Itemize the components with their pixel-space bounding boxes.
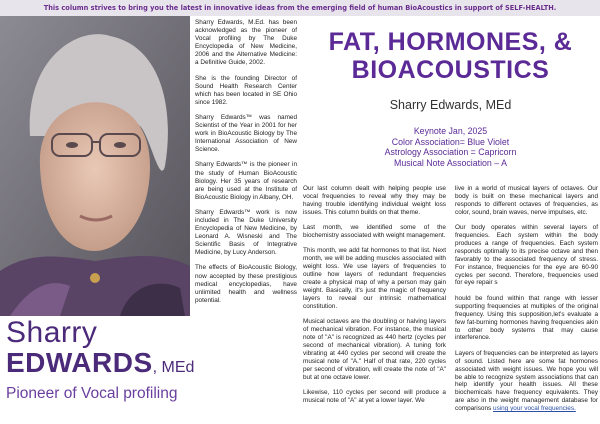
- author-credential: , MEd: [152, 359, 195, 376]
- article-column-left: [303, 185, 446, 421]
- meta-line: Color Association= Blue Violet: [391, 136, 510, 147]
- bio-paragraph: Sharry Edwards™ was named Scientist of the Year in 2001 for her work in BioAcoustic Biology by The International Association of New Science.: [195, 113, 297, 154]
- article-title: [303, 28, 598, 84]
- author-name-block: [6, 316, 195, 403]
- body-paragraph: Our last column dealt with helping people use vocal frequencies to reveal why they may be having trouble identifying individual weight loss issues. This column builds on that theme.: [303, 185, 446, 216]
- body-text: Layers of frequencies can be interpreted as layers of sound. Listed here are some fat hormones associated with weight issues. We hope you will be able to recognize system associations that can help identify your health issues. All these biochemicals have frequency equivalents. They are also in the weight management database for comparisons: [455, 349, 598, 413]
- article-column-right: [455, 185, 598, 421]
- body-paragraph-with-link: [455, 350, 598, 413]
- article-title-line: FAT, HORMONES, &: [328, 28, 573, 56]
- article-byline: Sharry Edwards, MEd: [389, 98, 512, 112]
- body-paragraph: Likewise, 110 cycles per second will produce a musical note of "A" at yet a lower layer. We: [303, 388, 446, 404]
- body-paragraph: Musical octaves are the doubling or halving layers of mechanical vibration. For instance, the musical note of "A" is recognized as 440 hertz (cycles per second of mechanical vibration). A tuning fork vibrating at 440 cycles per second will create the musical note of "A." Half of that rate, 220 cycles per second of vibration, will create the note of "A" but at one octave lower.: [303, 318, 446, 381]
- bio-paragraph: She is the founding Director of Sound Health Research Center which has been located in SE Ohio since 1982.: [195, 74, 297, 106]
- bio-paragraph: Sharry Edwards™ is the pioneer in the study of Human BioAcoustic Biology. Her 35 years of research are being used at the Institute of BioAcoustic Biology in Albany, OH.: [195, 161, 297, 201]
- bio-paragraph: The effects of BioAcoustic Biology, now accepted by these prestigious medical encyclopedias, have unlimited health and wellness potential.: [195, 264, 297, 304]
- header-banner: This column strives to bring you the latest in innovative ideas from the emerging field of human BioAcoustics in support of SELF-HEALTH.: [0, 0, 600, 16]
- vocal-frequencies-link[interactable]: using your vocal frequencies.: [493, 405, 576, 413]
- author-last-name: EDWARDS: [6, 347, 153, 378]
- author-photo: [0, 16, 190, 316]
- meta-line: Keynote Jan, 2025: [413, 126, 488, 136]
- article: [303, 19, 598, 413]
- article-meta: [303, 126, 598, 168]
- body-paragraph: Our body operates within several layers of frequencies. Each system within the body produces a range of frequencies. Each system responds optimally to its precise octave and then favorably to the associated frequency of stress. For instance, frequencies for the eye are 60-90 cycles per second. Therefore, frequencies used for eye repair s: [455, 224, 598, 287]
- article-title-line: BIOACOUSTICS: [351, 56, 550, 84]
- meta-line: Musical Note Association – A: [394, 157, 507, 168]
- bio-paragraph: Sharry Edwards, M.Ed. has been acknowledged as the pioneer of Vocal profiling by The Duke Encyclopedia of New Medicine, 2006 and the Alternative Medicine: a Definitive Guide, 2002.: [195, 19, 297, 67]
- author-first-name: Sharry: [6, 316, 98, 349]
- bio-paragraph: Sharry Edwards™ work is now included in The Duke University Encyclopedia of New Medicine, by Leonard A. Wisneski and The Scientific Basis of Integrative Medicine, by Lucy Anderson.: [195, 208, 297, 257]
- meta-line: Astrology Association = Capricorn: [384, 147, 517, 157]
- article-body: [303, 185, 598, 421]
- body-paragraph: hould be found within that range with lesser supporting frequencies at multiples of the original frequency. Using this supposition,let's evaluate a few fat-burning hormones having frequencies akin to other body systems that may cause interference.: [455, 294, 598, 342]
- body-paragraph: This month, we add fat hormones to that list. Next month, we will be adding muscles associated with weight loss. We use layers of frequencies to outline how layers of redundant frequencies create a physical map of why a person may gain weight. Basically, it's just the magic of frequency layers to reveal our intrinsic mathematical constitution.: [303, 247, 446, 310]
- author-bio: [195, 19, 297, 312]
- author-tagline: Pioneer of Vocal profiling: [6, 385, 178, 402]
- author-last-name-row: [6, 347, 195, 383]
- body-paragraph: Last month, we identified some of the biochemistry associated with weight management.: [303, 224, 446, 240]
- body-paragraph: live in a world of musical layers of octaves. Our body is built on these mechanical layers and responds to different octaves of frequencies, as color, sound, brain waves, nerve impulses, etc.: [455, 185, 598, 216]
